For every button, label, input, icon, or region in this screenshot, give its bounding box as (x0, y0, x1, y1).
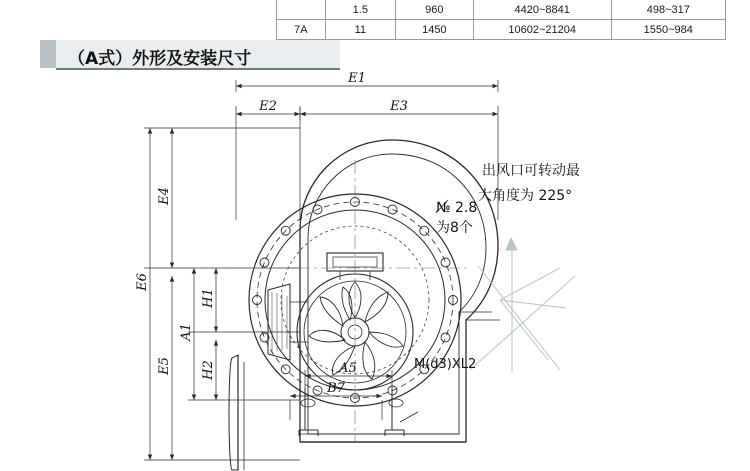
cell-pressure: 1550~984 (611, 20, 725, 40)
dim-label-H2: H2 (201, 360, 216, 380)
cell-pressure: 498~317 (611, 0, 725, 20)
cell-power: 11 (325, 20, 395, 40)
cell-speed: 1450 (395, 20, 473, 40)
section-title-bar (40, 40, 340, 70)
note-hole-spec-line2: 为8个 (436, 220, 473, 236)
note-outlet-line1: 出风口可转动最 (482, 163, 580, 179)
dim-label-E3: E3 (390, 99, 408, 114)
note-bolt-spec: M(d3)XL2 (414, 357, 477, 372)
rotation-angle-lines (470, 246, 575, 372)
fan-outline-drawing (0, 70, 750, 471)
dim-label-E6: E6 (135, 273, 150, 291)
cell-model: 7A (277, 20, 326, 40)
title-swatch (40, 40, 56, 68)
rotation-arrow (506, 238, 517, 250)
dim-label-H1: H1 (201, 288, 216, 308)
dim-label-E2: E2 (259, 99, 277, 114)
dim-label-A5: A5 (339, 361, 357, 376)
note-hole-spec-line1: № 2.8 (436, 200, 478, 216)
technical-drawing (0, 70, 750, 471)
cell-model (277, 0, 326, 20)
cell-power: 1.5 (325, 0, 395, 20)
cell-speed: 960 (395, 0, 473, 20)
dim-label-E5: E5 (157, 357, 172, 375)
dim-label-B7: B7 (327, 381, 345, 396)
table-row (277, 20, 726, 40)
note-outlet-line2: 大角度为 225° (478, 188, 573, 204)
dim-label-A1: A1 (179, 323, 194, 341)
cell-flow: 10602~21204 (473, 20, 611, 40)
page-title: （A式）外形及安装尺寸 (68, 49, 252, 69)
spec-table (276, 0, 726, 40)
dim-label-E1: E1 (348, 71, 366, 86)
cell-flow: 4420~8841 (473, 0, 611, 20)
dim-label-E4: E4 (157, 187, 172, 205)
table-row (277, 0, 726, 20)
